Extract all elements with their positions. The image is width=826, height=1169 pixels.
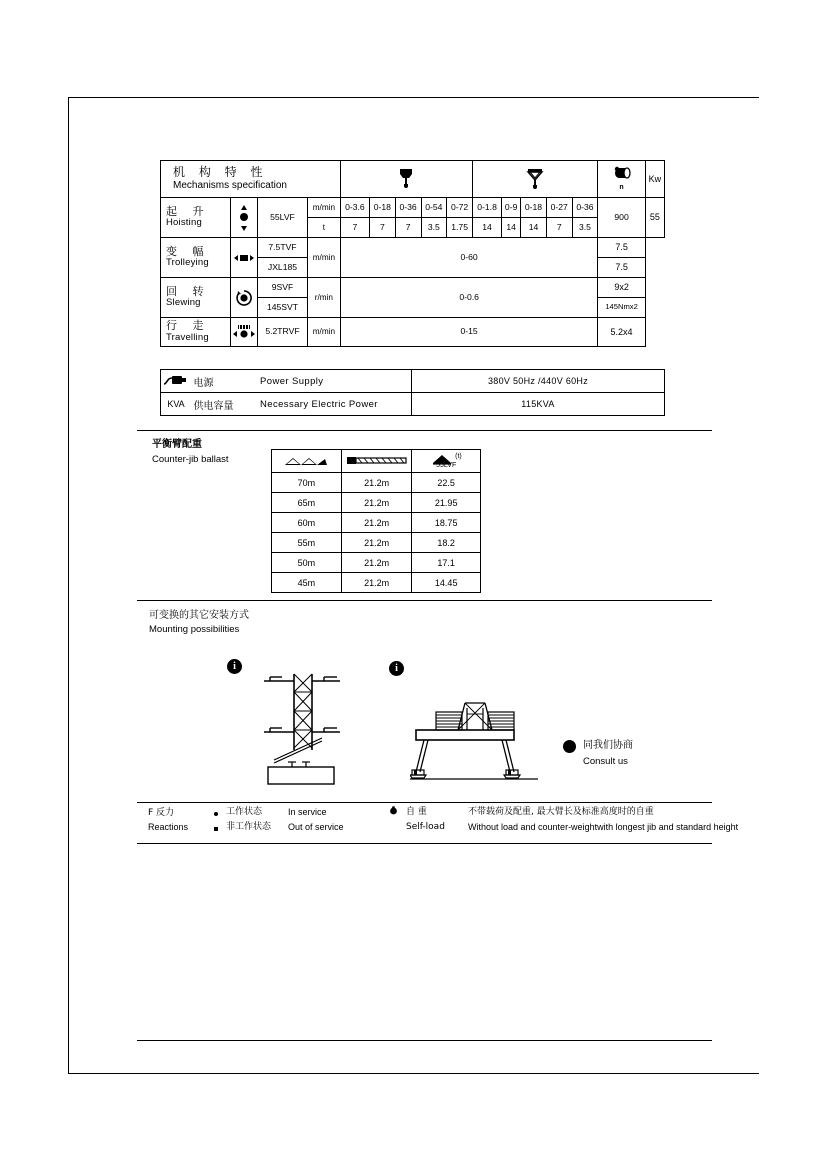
table-row — [161, 370, 665, 393]
travelling-kw: 5.2x4 — [598, 318, 645, 347]
hoisting-motor: 55LVF — [258, 198, 308, 238]
hoisting-speed-2f-5: 0-72 — [447, 198, 473, 218]
ballast-unit: (t) — [455, 453, 462, 461]
ballast-counterjib-4: 21.2m — [341, 533, 412, 553]
section-divider-1 — [137, 430, 712, 431]
row-label-trolleying — [161, 238, 231, 278]
ballast-jib-1: 70m — [272, 473, 342, 493]
hoisting-load-2f-2: 7 — [370, 218, 396, 238]
ballast-weight-3: 18.75 — [412, 513, 481, 533]
counter-jib-ballast-title — [152, 438, 229, 466]
info-marker-2[interactable]: i — [389, 661, 404, 676]
ballast-model: 55LVF — [436, 461, 457, 469]
in-service-cn: 工作状态 — [226, 807, 263, 817]
hook-4-fall-icon — [473, 167, 597, 191]
header-4-fall-reeving — [473, 161, 598, 198]
trolley-icon — [231, 238, 258, 278]
hoisting-load-4f-5: 3.5 — [572, 218, 598, 238]
self-load-note-cn: 不带载荷及配重, 最大臂长及标准高度时的自重 — [468, 807, 654, 817]
legend-row-bottom — [148, 821, 738, 836]
ballast-title-cn: 平衡臂配重 — [152, 439, 202, 450]
header-drum-speed — [598, 161, 645, 198]
out-of-service-bullet-icon — [206, 821, 226, 836]
row-label-slewing — [161, 278, 231, 318]
hoisting-load-2f-5: 1.75 — [447, 218, 473, 238]
hoisting-label-cn: 起 升 — [166, 204, 210, 218]
ballast-counterjib-3: 21.2m — [341, 513, 412, 533]
slewing-speed-value: 0-0.6 — [340, 278, 598, 318]
info-marker-1[interactable]: i — [227, 659, 242, 674]
ballast-header-weight — [412, 450, 481, 473]
table-row — [161, 198, 665, 218]
mounting-possibilities-title — [149, 608, 249, 637]
kva-prefix: KVA — [167, 399, 185, 409]
ballast-header-jib — [272, 450, 342, 473]
reactions-label-en: Reactions — [148, 821, 189, 832]
power-plug-icon — [161, 375, 191, 387]
hoisting-load-4f-2: 14 — [502, 218, 521, 238]
header-2-fall-reeving — [340, 161, 472, 198]
self-load-icon — [380, 806, 406, 820]
mechanisms-specification-table — [160, 160, 665, 347]
rope-drum-icon — [598, 166, 644, 182]
hoisting-label-en: Hoisting — [166, 217, 202, 229]
trolleying-kw-bottom: 7.5 — [598, 258, 645, 278]
table-header-row — [272, 450, 481, 473]
ballast-counterjib-6: 21.2m — [341, 573, 412, 593]
page-bottom-rule — [137, 1040, 712, 1041]
hoisting-speed-4f-3: 0-18 — [521, 198, 547, 218]
section-divider-4 — [137, 843, 712, 844]
self-load-note-en: Without load and counter-weightwith longest jib and standard height — [468, 821, 739, 832]
travelling-speed-value: 0-15 — [340, 318, 598, 347]
hoisting-load-4f-3: 14 — [521, 218, 547, 238]
table-row — [272, 473, 481, 493]
trolleying-unit: m/min — [307, 238, 340, 278]
hoisting-speed-2f-4: 0-54 — [421, 198, 447, 218]
ballast-jib-3: 60m — [272, 513, 342, 533]
consult-bullet-icon — [563, 740, 576, 753]
electric-power-label-cn: 供电容量 — [193, 400, 234, 412]
table-row — [161, 278, 665, 298]
table-row — [272, 493, 481, 513]
drum-n-label: n — [619, 183, 624, 191]
trolleying-label-en: Trolleying — [166, 257, 209, 269]
header-power-kw: Kw — [645, 161, 664, 198]
consult-cn: 同我们协商 — [583, 740, 633, 751]
hook-2-fall-icon — [341, 167, 472, 191]
table-row — [161, 318, 665, 347]
slewing-motor-top: 9SVF — [258, 278, 308, 298]
reactions-label-cn — [148, 806, 206, 821]
ballast-jib-2: 65m — [272, 493, 342, 513]
travelling-icon — [231, 318, 258, 347]
table-row — [161, 238, 665, 258]
mechanisms-title-cell — [161, 161, 341, 198]
ballast-weight-1: 22.5 — [412, 473, 481, 493]
electric-power-label-en: Necessary Electric Power — [260, 398, 378, 410]
ballast-counterjib-2: 21.2m — [341, 493, 412, 513]
mounting-title-cn: 可变换的其它安装方式 — [149, 610, 249, 621]
trolleying-motor-bottom: JXL185 — [258, 258, 308, 278]
hoisting-load-unit: t — [307, 218, 340, 238]
hoisting-load-4f-4: 7 — [546, 218, 572, 238]
hoisting-speed-4f-5: 0-36 — [572, 198, 598, 218]
in-service-en: In service — [288, 807, 327, 817]
hoisting-n-value: 900 — [598, 198, 645, 238]
power-supply-value: 380V 50Hz /440V 60Hz — [412, 370, 665, 393]
slewing-unit: r/min — [307, 278, 340, 318]
self-load-en: Self-load — [406, 821, 445, 832]
travelling-motor: 5.2TRVF — [258, 318, 308, 347]
mounting-title-en: Mounting possibilities — [149, 624, 240, 635]
electric-power-value: 115KVA — [412, 393, 665, 416]
travelling-label-en: Travelling — [166, 331, 209, 343]
hoisting-load-2f-4: 3.5 — [421, 218, 447, 238]
section-divider-2 — [137, 600, 712, 601]
hoisting-load-4f-1: 14 — [473, 218, 502, 238]
hoisting-load-2f-1: 7 — [340, 218, 369, 238]
mechanisms-title-cn: 机 构 特 性 — [173, 165, 268, 180]
trolleying-kw-top: 7.5 — [598, 238, 645, 258]
hoisting-speed-2f-2: 0-18 — [370, 198, 396, 218]
in-service-bullet-icon — [206, 806, 226, 821]
ballast-weight-2: 21.95 — [412, 493, 481, 513]
jib-length-icon — [272, 455, 341, 467]
hoisting-load-2f-3: 7 — [395, 218, 421, 238]
row-label-travelling — [161, 318, 231, 347]
electric-power-label-cell — [161, 393, 412, 416]
out-of-service-cn: 非工作状态 — [226, 821, 272, 832]
power-supply-label-cn: 电源 — [193, 377, 214, 389]
travelling-unit: m/min — [307, 318, 340, 347]
hoisting-speed-4f-1: 0-1.8 — [473, 198, 502, 218]
slewing-kw-bottom: 145Nmx2 — [598, 298, 645, 318]
slewing-motor-bottom: 145SVT — [258, 298, 308, 318]
ballast-jib-6: 45m — [272, 573, 342, 593]
hoisting-kw-value: 55 — [645, 198, 664, 238]
hoisting-speed-2f-3: 0-36 — [395, 198, 421, 218]
hoisting-speed-unit: m/min — [307, 198, 340, 218]
hoisting-speed-4f-2: 0-9 — [502, 198, 521, 218]
trolleying-label-cn: 变 幅 — [166, 244, 210, 258]
section-divider-3 — [137, 802, 712, 803]
table-row — [272, 553, 481, 573]
power-supply-label-en: Power Supply — [260, 375, 324, 387]
out-of-service-en: Out of service — [288, 821, 344, 832]
counter-jib-ballast-table — [271, 449, 481, 593]
reactions-cn-text: F 反力 — [148, 808, 175, 818]
legend-block — [148, 806, 738, 836]
slewing-icon — [231, 278, 258, 318]
ballast-jib-4: 55m — [272, 533, 342, 553]
internal-climbing-mast-diagram — [262, 668, 342, 786]
ballast-counterjib-1: 21.2m — [341, 473, 412, 493]
self-load-cn: 自 重 — [406, 807, 427, 817]
slewing-kw-top: 9x2 — [598, 278, 645, 298]
power-supply-table — [160, 369, 665, 416]
table-row — [161, 393, 665, 416]
counter-jib-icon — [342, 455, 412, 467]
table-row — [272, 573, 481, 593]
hoisting-speed-4f-4: 0-27 — [546, 198, 572, 218]
ballast-jib-5: 50m — [272, 553, 342, 573]
ballast-weight-4: 18.2 — [412, 533, 481, 553]
slewing-label-cn: 回 转 — [166, 284, 210, 298]
mechanisms-title-en: Mechanisms specification — [173, 180, 287, 192]
ballast-weight-5: 17.1 — [412, 553, 481, 573]
trolleying-motor-top: 7.5TVF — [258, 238, 308, 258]
ballast-counterjib-5: 21.2m — [341, 553, 412, 573]
table-row — [272, 533, 481, 553]
hoisting-icon — [231, 198, 258, 238]
consult-us-note — [583, 737, 633, 770]
row-label-hoisting — [161, 198, 231, 238]
travelling-label-cn: 行 走 — [166, 319, 210, 333]
trolleying-speed-value: 0-60 — [340, 238, 598, 278]
consult-en: Consult us — [583, 756, 628, 767]
slewing-label-en: Slewing — [166, 297, 201, 309]
portal-gantry-base-diagram — [410, 700, 540, 785]
table-row — [272, 513, 481, 533]
hoisting-speed-2f-1: 0-3.6 — [340, 198, 369, 218]
ballast-header-counterjib — [341, 450, 412, 473]
legend-row-top — [148, 806, 738, 821]
power-supply-label-cell — [161, 370, 412, 393]
ballast-title-en: Counter-jib ballast — [152, 453, 229, 465]
table-header-row — [161, 161, 665, 198]
ballast-weight-6: 14.45 — [412, 573, 481, 593]
